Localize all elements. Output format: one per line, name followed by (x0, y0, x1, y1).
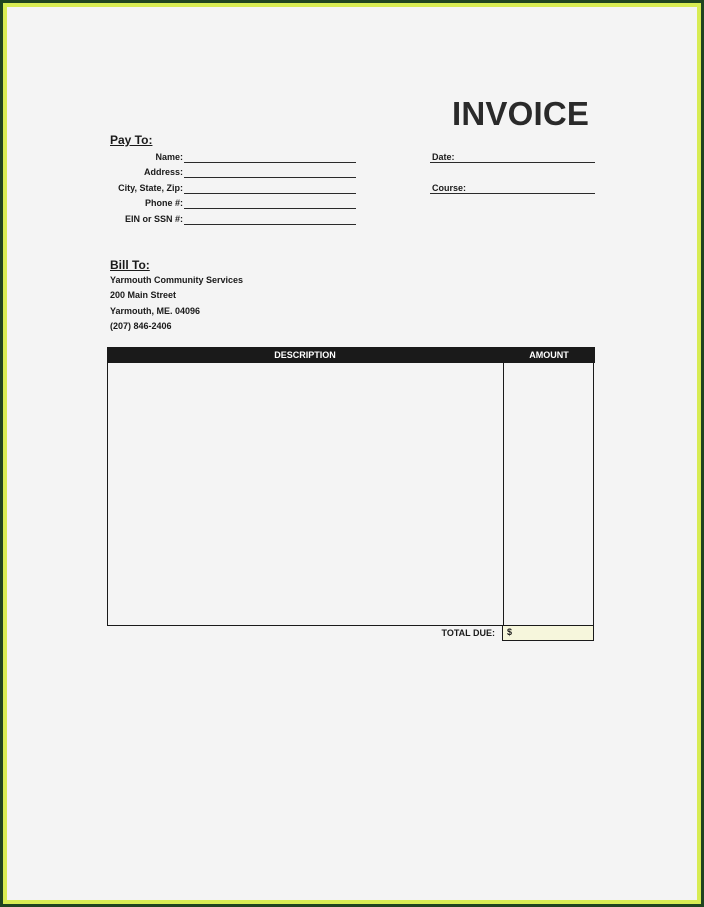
bill-to-phone: (207) 846-2406 (110, 321, 172, 331)
ein-ssn-field[interactable] (184, 224, 356, 225)
amount-header: AMOUNT (529, 350, 569, 360)
course-field[interactable] (430, 193, 595, 194)
bill-to-street: 200 Main Street (110, 290, 177, 300)
phone-field[interactable] (184, 208, 356, 209)
invoice-title: INVOICE (452, 95, 590, 132)
amount-column[interactable] (504, 363, 593, 625)
total-due-label: TOTAL DUE: (441, 628, 495, 638)
bill-to-heading: Bill To: (110, 258, 150, 272)
name-field[interactable] (184, 162, 356, 163)
ein-ssn-label: EIN or SSN #: (124, 214, 183, 224)
address-field[interactable] (184, 177, 356, 178)
city-state-zip-field[interactable] (184, 193, 356, 194)
phone-label: Phone #: (144, 198, 183, 208)
description-column[interactable] (108, 363, 504, 625)
total-due-value: $ (507, 627, 513, 637)
bill-to-organization: Yarmouth Community Services (110, 275, 244, 285)
bill-to-city: Yarmouth, ME. 04096 (110, 306, 201, 316)
pay-to-heading: Pay To: (110, 133, 153, 147)
table-header (107, 347, 595, 363)
city-state-zip-label: City, State, Zip: (118, 183, 183, 193)
address-label: Address: (143, 167, 183, 177)
date-field[interactable] (430, 162, 595, 163)
description-header: DESCRIPTION (274, 350, 336, 360)
total-due-field[interactable] (502, 625, 594, 641)
course-label: Course: (432, 183, 467, 193)
invoice-page (7, 7, 697, 900)
name-label: Name: (155, 152, 183, 162)
line-items-table (107, 363, 594, 626)
date-label: Date: (432, 152, 455, 162)
